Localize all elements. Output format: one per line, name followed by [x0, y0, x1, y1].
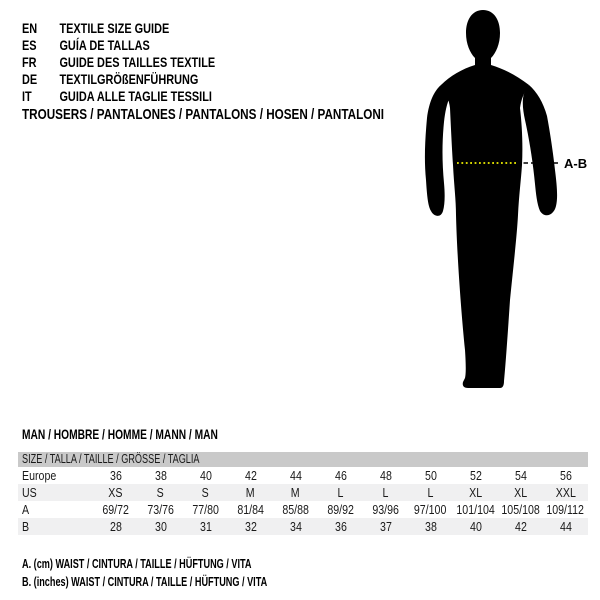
language-label: TEXTILGRÖßENFÜHRUNG — [59, 71, 199, 87]
table-row-b-inches — [18, 518, 588, 535]
size-table-header-text: SIZE / TALLA / TAILLE / GRÖSSE / TAGLIA — [22, 452, 200, 466]
size-cell: M — [246, 485, 255, 500]
size-cell: 34 — [289, 519, 302, 534]
row-label: Europe — [22, 468, 57, 483]
size-cell: S — [201, 485, 210, 500]
size-cell: 42 — [514, 519, 527, 534]
size-cell: 37 — [379, 519, 392, 534]
footnote-b — [22, 573, 358, 591]
size-cell: 40 — [199, 468, 212, 483]
size-cell: 31 — [199, 519, 212, 534]
size-cell: L — [427, 485, 434, 500]
row-label: US — [22, 485, 37, 500]
language-code: FR — [22, 54, 37, 70]
size-cell: XS — [108, 485, 123, 500]
size-cell: 52 — [469, 468, 482, 483]
language-label: TEXTILE SIZE GUIDE — [59, 20, 170, 36]
language-row-it — [22, 88, 215, 105]
size-cell: 38 — [154, 468, 167, 483]
size-cell: L — [337, 485, 344, 500]
row-label: A — [22, 502, 30, 517]
language-label: GUIDE DES TAILLES TEXTILE — [59, 54, 216, 70]
table-row-us — [18, 484, 588, 501]
size-table — [18, 467, 588, 535]
man-silhouette-left-arm — [425, 84, 450, 216]
size-cell: 77/80 — [192, 502, 219, 517]
size-cell: XXL — [555, 485, 576, 500]
man-silhouette-right-arm — [523, 85, 557, 215]
size-cell: 38 — [424, 519, 437, 534]
size-cell: 85/88 — [282, 502, 309, 517]
size-cell: S — [156, 485, 165, 500]
size-cell: 56 — [559, 468, 572, 483]
language-label: GUÍA DE TALLAS — [59, 37, 150, 53]
size-table-header-bar — [18, 452, 588, 467]
size-cell: 44 — [289, 468, 302, 483]
language-row-es — [22, 37, 215, 54]
size-cell: 101/104 — [456, 502, 495, 517]
language-code: EN — [22, 20, 38, 36]
size-cell: M — [291, 485, 300, 500]
size-cell: 69/72 — [102, 502, 129, 517]
category-title-text: TROUSERS / PANTALONES / PANTALONS / HOSEN / PANTALONI — [22, 106, 385, 123]
size-cell: XL — [513, 485, 527, 500]
size-cell: 44 — [559, 519, 572, 534]
footnote-a — [22, 555, 358, 573]
size-cell: 30 — [154, 519, 167, 534]
language-label: GUIDA ALLE TAGLIE TESSILI — [59, 88, 212, 104]
language-row-en — [22, 20, 215, 37]
size-cell: 54 — [514, 468, 527, 483]
size-cell: 50 — [424, 468, 437, 483]
footnote-a-text: A. (cm) WAIST / CINTURA / TAILLE / HÜFTUNG / VITA — [22, 557, 252, 571]
size-cell: 105/108 — [501, 502, 540, 517]
footnote-b-text: B. (inches) WAIST / CINTURA / TAILLE / HÜFTUNG / VITA — [22, 575, 268, 589]
size-cell: 40 — [469, 519, 482, 534]
size-cell: 97/100 — [414, 502, 447, 517]
language-list — [22, 20, 270, 105]
size-cell: 36 — [334, 519, 347, 534]
size-cell: 81/84 — [237, 502, 264, 517]
language-code: IT — [22, 88, 32, 104]
man-silhouette-body — [441, 10, 529, 388]
language-code: ES — [22, 37, 37, 53]
language-row-de — [22, 71, 215, 88]
man-silhouette-figure — [410, 0, 600, 400]
table-row-europe — [18, 467, 588, 484]
size-cell: 109/112 — [546, 502, 585, 517]
section-title-text: MAN / HOMBRE / HOMME / MANN / MAN — [22, 426, 218, 442]
size-cell: 28 — [109, 519, 122, 534]
language-code: DE — [22, 71, 38, 87]
size-cell: 89/92 — [327, 502, 354, 517]
size-cell: 32 — [244, 519, 257, 534]
table-row-a-cm — [18, 501, 588, 518]
waist-measure-label: A-B — [564, 156, 588, 171]
language-row-fr — [22, 54, 215, 71]
section-title — [22, 426, 290, 442]
size-cell: XL — [468, 485, 482, 500]
row-label: B — [22, 519, 30, 534]
size-cell: 73/76 — [147, 502, 174, 517]
size-cell: 93/96 — [372, 502, 399, 517]
size-cell: L — [382, 485, 389, 500]
size-cell: 46 — [334, 468, 347, 483]
size-cell: 36 — [109, 468, 122, 483]
footnotes — [22, 555, 358, 591]
size-cell: 42 — [244, 468, 257, 483]
size-cell: 48 — [379, 468, 392, 483]
